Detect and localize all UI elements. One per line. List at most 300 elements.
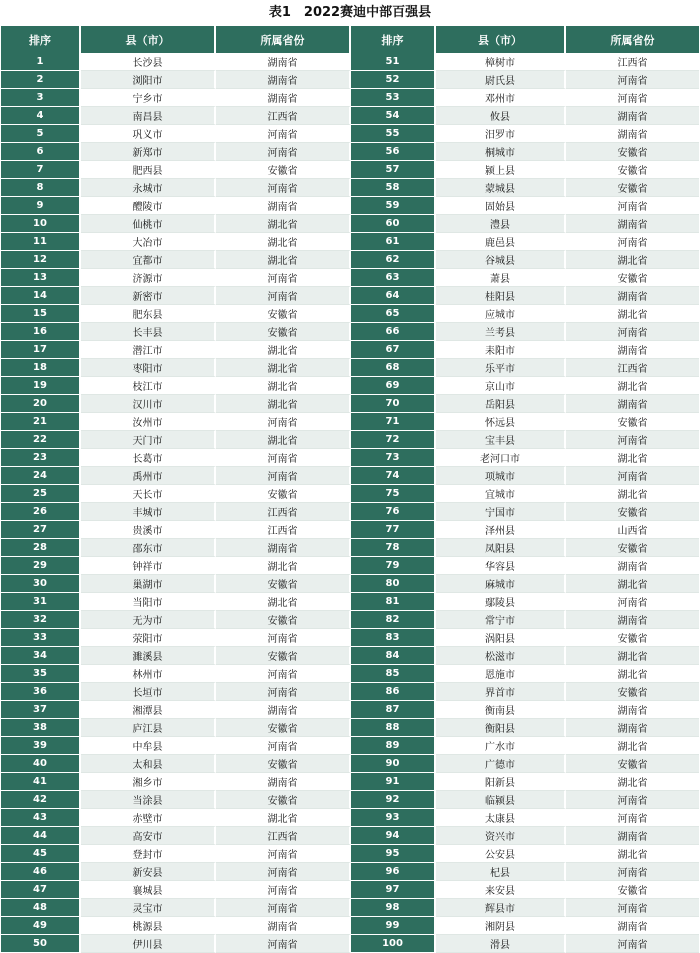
county-cell: 凤阳县 — [436, 539, 566, 557]
county-cell: 萧县 — [436, 269, 566, 287]
province-cell: 河南省 — [216, 899, 351, 917]
province-cell: 江西省 — [216, 521, 351, 539]
table-header — [1, 26, 699, 53]
province-cell: 河南省 — [566, 899, 699, 917]
county-cell: 固始县 — [436, 197, 566, 215]
county-cell: 肥西县 — [81, 161, 216, 179]
rank-cell: 10 — [1, 215, 81, 233]
county-cell: 天门市 — [81, 431, 216, 449]
province-cell: 河南省 — [566, 431, 699, 449]
province-cell: 河南省 — [566, 791, 699, 809]
county-cell: 鄢陵县 — [436, 593, 566, 611]
county-cell: 鹿邑县 — [436, 233, 566, 251]
table-row — [1, 503, 699, 521]
rank-cell: 76 — [351, 503, 436, 521]
province-cell: 湖北省 — [216, 557, 351, 575]
county-cell: 兰考县 — [436, 323, 566, 341]
province-cell: 湖南省 — [566, 719, 699, 737]
table-row — [1, 161, 699, 179]
county-cell: 湘潭县 — [81, 701, 216, 719]
county-cell: 枝江市 — [81, 377, 216, 395]
province-cell: 河南省 — [566, 467, 699, 485]
rank-cell: 32 — [1, 611, 81, 629]
county-cell: 长沙县 — [81, 53, 216, 71]
table-row — [1, 647, 699, 665]
rank-cell: 4 — [1, 107, 81, 125]
rank-cell: 51 — [351, 53, 436, 71]
province-cell: 安徽省 — [566, 161, 699, 179]
rank-cell: 46 — [1, 863, 81, 881]
table-row — [1, 467, 699, 485]
county-cell: 宝丰县 — [436, 431, 566, 449]
county-cell: 岳阳县 — [436, 395, 566, 413]
province-cell: 江西省 — [216, 827, 351, 845]
table-row — [1, 755, 699, 773]
county-cell: 醴陵市 — [81, 197, 216, 215]
county-cell: 老河口市 — [436, 449, 566, 467]
province-cell: 湖南省 — [216, 773, 351, 791]
province-cell: 湖北省 — [216, 395, 351, 413]
rank-cell: 17 — [1, 341, 81, 359]
province-cell: 湖北省 — [216, 359, 351, 377]
rank-cell: 29 — [1, 557, 81, 575]
rank-cell: 72 — [351, 431, 436, 449]
rank-cell: 58 — [351, 179, 436, 197]
county-cell: 涡阳县 — [436, 629, 566, 647]
rank-cell: 91 — [351, 773, 436, 791]
rank-cell: 60 — [351, 215, 436, 233]
province-cell: 河南省 — [566, 71, 699, 89]
province-cell: 河南省 — [216, 287, 351, 305]
county-cell: 禹州市 — [81, 467, 216, 485]
rank-cell: 31 — [1, 593, 81, 611]
county-cell: 泽州县 — [436, 521, 566, 539]
province-cell: 安徽省 — [566, 179, 699, 197]
rank-cell: 68 — [351, 359, 436, 377]
rank-cell: 64 — [351, 287, 436, 305]
county-cell: 无为市 — [81, 611, 216, 629]
county-cell: 广水市 — [436, 737, 566, 755]
rank-cell: 35 — [1, 665, 81, 683]
table-row — [1, 737, 699, 755]
rank-cell: 27 — [1, 521, 81, 539]
province-cell: 河南省 — [566, 197, 699, 215]
table-row — [1, 413, 699, 431]
province-cell: 湖南省 — [566, 827, 699, 845]
rank-cell: 49 — [1, 917, 81, 935]
table-row — [1, 179, 699, 197]
table-row — [1, 341, 699, 359]
province-cell: 安徽省 — [216, 323, 351, 341]
county-cell: 桐城市 — [436, 143, 566, 161]
county-cell: 来安县 — [436, 881, 566, 899]
rank-cell: 81 — [351, 593, 436, 611]
table-row — [1, 611, 699, 629]
rank-cell: 13 — [1, 269, 81, 287]
province-cell: 湖北省 — [216, 377, 351, 395]
table-row — [1, 269, 699, 287]
province-cell: 江西省 — [566, 53, 699, 71]
county-cell: 长葛市 — [81, 449, 216, 467]
rank-cell: 36 — [1, 683, 81, 701]
province-cell: 河南省 — [216, 143, 351, 161]
province-cell: 湖南省 — [566, 341, 699, 359]
county-cell: 麻城市 — [436, 575, 566, 593]
rank-cell: 65 — [351, 305, 436, 323]
table-row — [1, 683, 699, 701]
province-cell: 河南省 — [566, 323, 699, 341]
county-cell: 蒙城县 — [436, 179, 566, 197]
province-cell: 河南省 — [566, 89, 699, 107]
county-cell: 肥东县 — [81, 305, 216, 323]
province-cell: 湖南省 — [566, 557, 699, 575]
table-row — [1, 431, 699, 449]
province-cell: 河南省 — [216, 179, 351, 197]
county-cell: 湘阴县 — [436, 917, 566, 935]
county-cell: 宜都市 — [81, 251, 216, 269]
table-row — [1, 53, 699, 71]
county-cell: 宁国市 — [436, 503, 566, 521]
county-cell: 阳新县 — [436, 773, 566, 791]
province-cell: 河南省 — [216, 881, 351, 899]
rank-cell: 14 — [1, 287, 81, 305]
table-row — [1, 71, 699, 89]
table-title: 表1 2022赛迪中部百强县 — [268, 5, 432, 20]
province-cell: 安徽省 — [566, 503, 699, 521]
province-cell: 湖北省 — [216, 233, 351, 251]
province-cell: 湖南省 — [216, 89, 351, 107]
province-cell: 江西省 — [216, 107, 351, 125]
rank-cell: 55 — [351, 125, 436, 143]
province-cell: 湖南省 — [566, 125, 699, 143]
table-row — [1, 449, 699, 467]
province-cell: 湖北省 — [566, 305, 699, 323]
rank-cell: 79 — [351, 557, 436, 575]
rank-cell: 77 — [351, 521, 436, 539]
rank-cell: 59 — [351, 197, 436, 215]
county-cell: 邓州市 — [436, 89, 566, 107]
county-cell: 华容县 — [436, 557, 566, 575]
rank-cell: 87 — [351, 701, 436, 719]
province-cell: 河南省 — [566, 935, 699, 953]
rank-cell: 18 — [1, 359, 81, 377]
rank-cell: 37 — [1, 701, 81, 719]
province-cell: 湖北省 — [216, 593, 351, 611]
county-cell: 仙桃市 — [81, 215, 216, 233]
table-row — [1, 107, 699, 125]
rank-cell: 85 — [351, 665, 436, 683]
rank-cell: 33 — [1, 629, 81, 647]
rank-cell: 66 — [351, 323, 436, 341]
county-cell: 宜城市 — [436, 485, 566, 503]
province-cell: 湖北省 — [566, 485, 699, 503]
table-row — [1, 899, 699, 917]
rank-cell: 62 — [351, 251, 436, 269]
table-row — [1, 215, 699, 233]
rank-cell: 53 — [351, 89, 436, 107]
county-cell: 滑县 — [436, 935, 566, 953]
county-cell: 浏阳市 — [81, 71, 216, 89]
rank-cell: 12 — [1, 251, 81, 269]
province-cell: 安徽省 — [566, 629, 699, 647]
county-cell: 当涂县 — [81, 791, 216, 809]
rank-cell: 63 — [351, 269, 436, 287]
header-rank: 排序 — [351, 26, 436, 53]
province-cell: 安徽省 — [566, 881, 699, 899]
rank-cell: 89 — [351, 737, 436, 755]
province-cell: 河南省 — [216, 467, 351, 485]
province-cell: 湖北省 — [216, 809, 351, 827]
table-row — [1, 935, 699, 953]
county-cell: 伊川县 — [81, 935, 216, 953]
province-cell: 湖北省 — [216, 251, 351, 269]
province-cell: 安徽省 — [216, 647, 351, 665]
province-cell: 安徽省 — [566, 539, 699, 557]
rank-cell: 40 — [1, 755, 81, 773]
province-cell: 湖南省 — [216, 53, 351, 71]
rank-cell: 47 — [1, 881, 81, 899]
county-cell: 当阳市 — [81, 593, 216, 611]
rank-cell: 92 — [351, 791, 436, 809]
province-cell: 山西省 — [566, 521, 699, 539]
county-cell: 灵宝市 — [81, 899, 216, 917]
rank-cell: 2 — [1, 71, 81, 89]
rank-cell: 93 — [351, 809, 436, 827]
county-cell: 林州市 — [81, 665, 216, 683]
county-cell: 赤壁市 — [81, 809, 216, 827]
province-cell: 河南省 — [216, 737, 351, 755]
province-cell: 河南省 — [216, 413, 351, 431]
rank-cell: 19 — [1, 377, 81, 395]
table-row — [1, 377, 699, 395]
county-cell: 大冶市 — [81, 233, 216, 251]
rank-cell: 48 — [1, 899, 81, 917]
province-cell: 河南省 — [216, 665, 351, 683]
province-cell: 湖南省 — [566, 395, 699, 413]
county-cell: 中牟县 — [81, 737, 216, 755]
county-cell: 新郑市 — [81, 143, 216, 161]
rank-cell: 21 — [1, 413, 81, 431]
county-cell: 巩义市 — [81, 125, 216, 143]
province-cell: 安徽省 — [566, 683, 699, 701]
rank-cell: 23 — [1, 449, 81, 467]
county-cell: 丰城市 — [81, 503, 216, 521]
rank-cell: 8 — [1, 179, 81, 197]
province-cell: 安徽省 — [216, 755, 351, 773]
table-row — [1, 557, 699, 575]
county-cell: 庐江县 — [81, 719, 216, 737]
province-cell: 湖南省 — [566, 917, 699, 935]
county-cell: 长丰县 — [81, 323, 216, 341]
province-cell: 湖北省 — [566, 665, 699, 683]
province-cell: 河南省 — [216, 683, 351, 701]
rank-cell: 94 — [351, 827, 436, 845]
county-cell: 谷城县 — [436, 251, 566, 269]
province-cell: 湖南省 — [216, 701, 351, 719]
county-cell: 湘乡市 — [81, 773, 216, 791]
province-cell: 河南省 — [566, 233, 699, 251]
rank-cell: 97 — [351, 881, 436, 899]
rank-cell: 24 — [1, 467, 81, 485]
county-cell: 资兴市 — [436, 827, 566, 845]
table-row — [1, 395, 699, 413]
county-cell: 桃源县 — [81, 917, 216, 935]
rank-cell: 43 — [1, 809, 81, 827]
table-row — [1, 629, 699, 647]
table-row — [1, 143, 699, 161]
province-cell: 湖南省 — [216, 917, 351, 935]
province-cell: 河南省 — [216, 269, 351, 287]
province-cell: 安徽省 — [566, 413, 699, 431]
rank-cell: 78 — [351, 539, 436, 557]
rank-cell: 57 — [351, 161, 436, 179]
province-cell: 河南省 — [216, 935, 351, 953]
table-body — [1, 53, 699, 953]
county-cell: 应城市 — [436, 305, 566, 323]
rank-cell: 26 — [1, 503, 81, 521]
rank-cell: 61 — [351, 233, 436, 251]
province-cell: 湖南省 — [566, 611, 699, 629]
county-cell: 潜江市 — [81, 341, 216, 359]
county-cell: 澧县 — [436, 215, 566, 233]
province-cell: 安徽省 — [216, 485, 351, 503]
county-cell: 登封市 — [81, 845, 216, 863]
rank-cell: 9 — [1, 197, 81, 215]
county-cell: 界首市 — [436, 683, 566, 701]
table-row — [1, 539, 699, 557]
province-cell: 湖北省 — [216, 215, 351, 233]
rank-cell: 3 — [1, 89, 81, 107]
county-cell: 京山市 — [436, 377, 566, 395]
county-cell: 松滋市 — [436, 647, 566, 665]
table-row — [1, 791, 699, 809]
county-cell: 尉氏县 — [436, 71, 566, 89]
province-cell: 湖北省 — [216, 431, 351, 449]
province-cell: 安徽省 — [216, 575, 351, 593]
table-row — [1, 845, 699, 863]
table-row — [1, 359, 699, 377]
rank-cell: 98 — [351, 899, 436, 917]
county-cell: 耒阳市 — [436, 341, 566, 359]
county-cell: 项城市 — [436, 467, 566, 485]
province-cell: 湖北省 — [566, 575, 699, 593]
table-row — [1, 917, 699, 935]
rank-cell: 71 — [351, 413, 436, 431]
rank-cell: 88 — [351, 719, 436, 737]
province-cell: 湖南省 — [216, 197, 351, 215]
rank-cell: 86 — [351, 683, 436, 701]
rank-cell: 54 — [351, 107, 436, 125]
province-cell: 湖北省 — [216, 341, 351, 359]
county-cell: 贵溪市 — [81, 521, 216, 539]
rank-cell: 44 — [1, 827, 81, 845]
rank-cell: 95 — [351, 845, 436, 863]
county-cell: 襄城县 — [81, 881, 216, 899]
rank-cell: 1 — [1, 53, 81, 71]
table-row — [1, 233, 699, 251]
rank-cell: 74 — [351, 467, 436, 485]
header-rank: 排序 — [1, 26, 81, 53]
province-cell: 安徽省 — [216, 719, 351, 737]
table-row — [1, 521, 699, 539]
county-cell: 桂阳县 — [436, 287, 566, 305]
table-row — [1, 719, 699, 737]
table-row — [1, 287, 699, 305]
rank-cell: 28 — [1, 539, 81, 557]
province-cell: 湖北省 — [566, 773, 699, 791]
county-cell: 颍上县 — [436, 161, 566, 179]
county-cell: 永城市 — [81, 179, 216, 197]
table-row — [1, 809, 699, 827]
county-cell: 荥阳市 — [81, 629, 216, 647]
province-cell: 安徽省 — [566, 143, 699, 161]
province-cell: 河南省 — [566, 593, 699, 611]
county-cell: 临颍县 — [436, 791, 566, 809]
county-cell: 巢湖市 — [81, 575, 216, 593]
header-county: 县（市） — [436, 26, 566, 53]
province-cell: 湖北省 — [566, 251, 699, 269]
county-cell: 天长市 — [81, 485, 216, 503]
county-cell: 濉溪县 — [81, 647, 216, 665]
province-cell: 湖南省 — [566, 215, 699, 233]
province-cell: 湖南省 — [216, 71, 351, 89]
county-cell: 钟祥市 — [81, 557, 216, 575]
rank-cell: 11 — [1, 233, 81, 251]
rank-cell: 75 — [351, 485, 436, 503]
table-row — [1, 251, 699, 269]
rank-cell: 99 — [351, 917, 436, 935]
province-cell: 河南省 — [566, 863, 699, 881]
rank-cell: 22 — [1, 431, 81, 449]
county-cell: 恩施市 — [436, 665, 566, 683]
province-cell: 河南省 — [216, 845, 351, 863]
table-row — [1, 701, 699, 719]
county-cell: 樟树市 — [436, 53, 566, 71]
rank-cell: 16 — [1, 323, 81, 341]
province-cell: 河南省 — [216, 125, 351, 143]
county-cell: 常宁市 — [436, 611, 566, 629]
county-cell: 衡阳县 — [436, 719, 566, 737]
table-row — [1, 197, 699, 215]
rank-cell: 83 — [351, 629, 436, 647]
rank-cell: 73 — [351, 449, 436, 467]
county-cell: 新密市 — [81, 287, 216, 305]
rank-cell: 39 — [1, 737, 81, 755]
table-row — [1, 881, 699, 899]
county-cell: 衡南县 — [436, 701, 566, 719]
province-cell: 湖南省 — [216, 539, 351, 557]
province-cell: 河南省 — [216, 629, 351, 647]
county-cell: 广德市 — [436, 755, 566, 773]
county-cell: 太康县 — [436, 809, 566, 827]
table-row — [1, 593, 699, 611]
rank-cell: 69 — [351, 377, 436, 395]
province-cell: 湖北省 — [566, 737, 699, 755]
county-cell: 汝州市 — [81, 413, 216, 431]
table-row — [1, 827, 699, 845]
rank-cell: 20 — [1, 395, 81, 413]
header-county: 县（市） — [81, 26, 216, 53]
province-cell: 湖北省 — [566, 845, 699, 863]
county-cell: 辉县市 — [436, 899, 566, 917]
province-cell: 河南省 — [566, 809, 699, 827]
county-cell: 怀远县 — [436, 413, 566, 431]
table-row — [1, 863, 699, 881]
table-row — [1, 575, 699, 593]
county-cell: 新安县 — [81, 863, 216, 881]
county-cell: 汉川市 — [81, 395, 216, 413]
rank-cell: 34 — [1, 647, 81, 665]
